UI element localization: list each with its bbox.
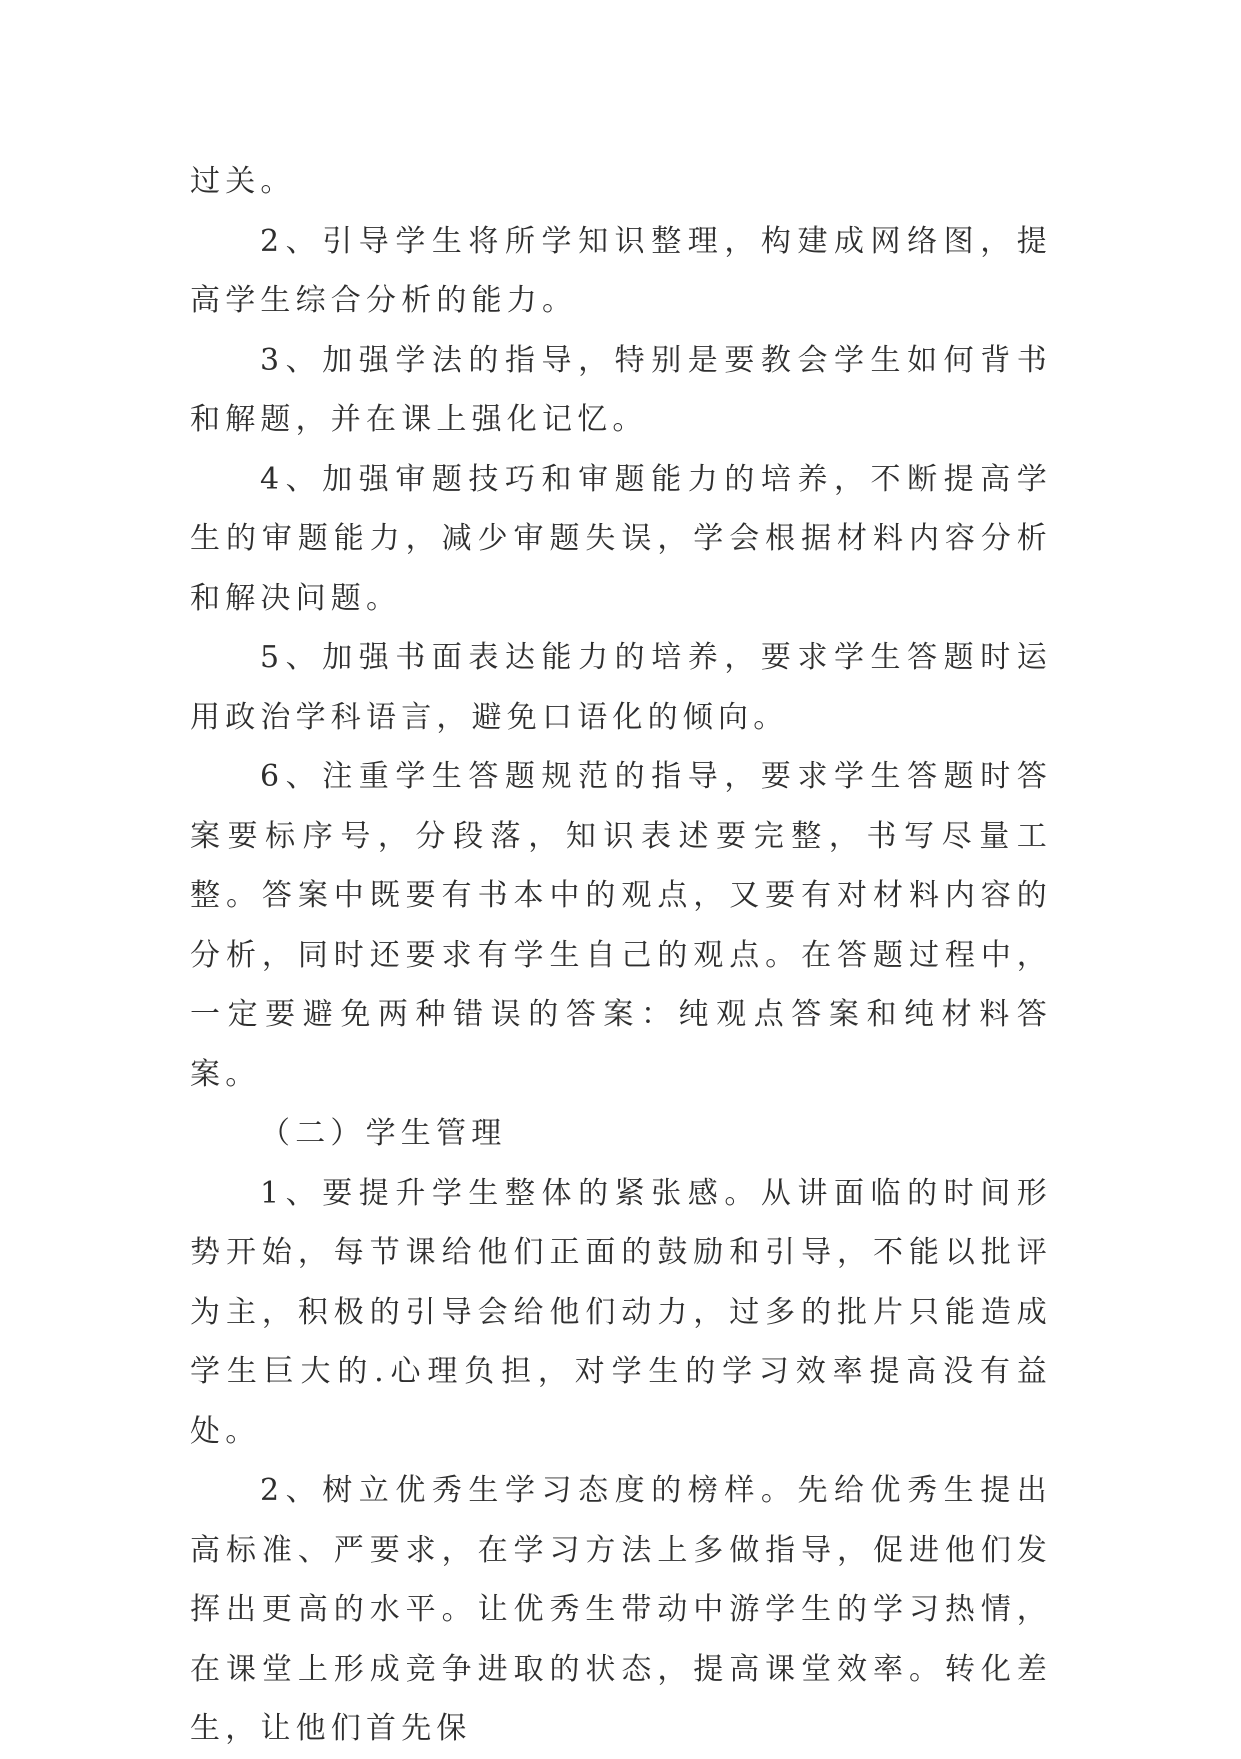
paragraph-management-1: 1、要提升学生整体的紧张感。从讲面临的时间形势开始，每节课给他们正面的鼓励和引导，不能以批评为主，积极的引导会给他们动力，过多的批片只能造成学生巨大的.心理负担，对学生的学习效率提高没有益处。 <box>190 1175 1052 1449</box>
paragraph-item-4: 4、加强审题技巧和审题能力的培养，不断提高学生的审题能力，减少审题失误，学会根据材料内容分析和解决问题。 <box>190 461 1052 616</box>
paragraph-item-6: 6、注重学生答题规范的指导，要求学生答题时答案要标序号，分段落，知识表述要完整，书写尽量工整。答案中既要有书本中的观点，又要有对材料内容的分析，同时还要求有学生自己的观点。在答题过程中，一定要避免两种错误的答案：纯观点答案和纯材料答案。 <box>190 759 1052 1092</box>
paragraph-item-3: 3、加强学法的指导，特别是要教会学生如何背书和解题，并在课上强化记忆。 <box>190 342 1052 437</box>
paragraph-item-5: 5、加强书面表达能力的培养，要求学生答题时运用政治学科语言，避免口语化的倾向。 <box>190 640 1052 735</box>
document-body <box>190 152 1052 1759</box>
section-heading: （二）学生管理 <box>260 1116 507 1151</box>
paragraph-item-2: 2、引导学生将所学知识整理，构建成网络图，提高学生综合分析的能力。 <box>190 223 1052 318</box>
paragraph-management-2: 2、树立优秀生学习态度的榜样。先给优秀生提出高标准、严要求，在学习方法上多做指导，促进他们发挥出更高的水平。让优秀生带动中游学生的学习热情，在课堂上形成竞争进取的状态，提高课堂效率。转化差生，让他们首先保 <box>190 1473 1052 1746</box>
paragraph-continued: 过关。 <box>190 164 296 199</box>
